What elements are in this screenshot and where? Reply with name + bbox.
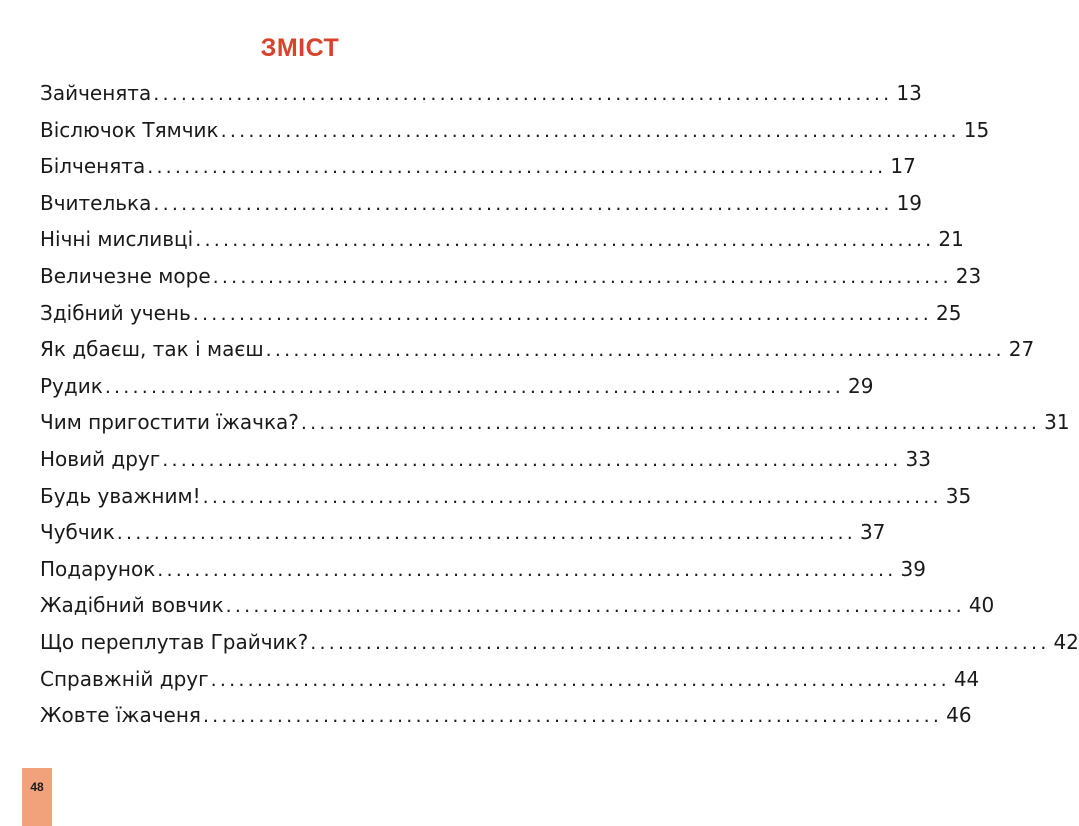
toc-entry-title: Справжній друг [40,666,209,691]
toc-entry[interactable] [40,441,931,478]
toc-entry-title: Чим пригостити їжачка? [40,410,299,435]
toc-entry-title: Вчителька [40,190,152,215]
toc-entry[interactable] [40,697,972,734]
page-number: 48 [30,780,44,794]
toc-entry-title: Будь уважним! [40,483,201,508]
toc-entry-page: 31 [1044,410,1070,435]
toc-entry[interactable] [40,295,962,332]
toc-entry[interactable] [40,148,916,185]
toc-entry-page: 19 [896,190,923,215]
dot-leader: ................................................................................ [212,265,952,288]
toc-entry[interactable] [40,624,1079,661]
toc-entry-title: Чубчик [40,520,115,545]
toc-entry-title: Як дбаєш, так і маєш [40,337,264,362]
toc-entry-page: 25 [935,300,962,325]
toc-entry-title: Нічні мисливці [40,227,194,252]
toc-entry-title: Що переплутав Грайчик? [40,629,309,654]
toc-entry-page: 44 [953,666,980,691]
toc-entry-title: Зайченята [40,81,152,105]
dot-leader: ................................................................................ [300,412,1041,435]
dot-leader: ................................................................................ [192,302,932,325]
dot-leader: ................................................................................ [153,83,893,105]
toc-entry[interactable] [40,551,926,588]
toc-entry-title: Величезне море [40,263,211,288]
toc-entry[interactable] [40,368,874,405]
dot-leader: ................................................................................ [153,192,893,215]
toc-entry-page: 15 [963,117,990,142]
toc-entry-title: Жадібний вовчик [40,593,224,618]
toc-entry[interactable] [40,331,1035,368]
toc-entry[interactable] [40,112,990,149]
page-corner-tab [22,768,52,826]
toc-entry[interactable] [40,185,923,222]
toc-entry-page: 40 [968,593,995,618]
toc-entry[interactable] [40,75,922,112]
toc-entry[interactable] [40,404,1070,441]
dot-leader: ................................................................................ [147,156,887,179]
dot-leader: ................................................................................ [195,229,935,252]
dot-leader: ................................................................................ [225,595,965,618]
dot-leader: ................................................................................ [162,448,902,471]
toc-entry[interactable] [40,587,995,624]
page-title: ЗМІСТ [260,34,340,62]
toc-entry-title: Подарунок [40,556,156,581]
toc-entry-title: Здібний учень [40,300,191,325]
toc-entry[interactable] [40,478,972,515]
toc-entry-page: 37 [859,520,886,545]
dot-leader: ................................................................................ [104,375,844,398]
toc-entry-page: 17 [890,154,916,179]
toc-entry[interactable] [40,221,964,258]
toc-entry-page: 29 [847,373,874,398]
toc-entry[interactable] [40,258,982,295]
toc-entry-page: 13 [896,81,922,105]
toc-entry-page: 39 [900,556,926,581]
dot-leader: ................................................................................ [202,705,943,728]
dot-leader: ................................................................................ [157,558,897,581]
dot-leader: ................................................................................ [116,522,856,545]
toc-entry-page: 46 [946,703,972,728]
table-of-contents [40,75,1079,734]
toc-entry[interactable] [40,514,886,551]
toc-entry-page: 21 [938,227,964,252]
toc-entry-page: 27 [1008,337,1035,362]
toc-entry-title: Жовте їжаченя [40,703,201,728]
dot-leader: ................................................................................ [310,631,1050,654]
toc-entry-page: 42 [1053,629,1079,654]
dot-leader: ................................................................................ [220,119,960,142]
toc-entry-page: 35 [945,483,972,508]
toc-entry-page: 23 [955,263,982,288]
dot-leader: ................................................................................ [202,485,942,508]
toc-entry-title: Віслючок Тямчик [40,117,219,142]
dot-leader: ................................................................................ [265,339,1005,362]
toc-entry-title: Рудик [40,373,103,398]
toc-entry[interactable] [40,661,980,698]
toc-entry-title: Новий друг [40,446,161,471]
toc-entry-title: Білченята [40,154,146,179]
toc-entry-page: 33 [905,446,931,471]
dot-leader: ................................................................................ [210,668,950,691]
